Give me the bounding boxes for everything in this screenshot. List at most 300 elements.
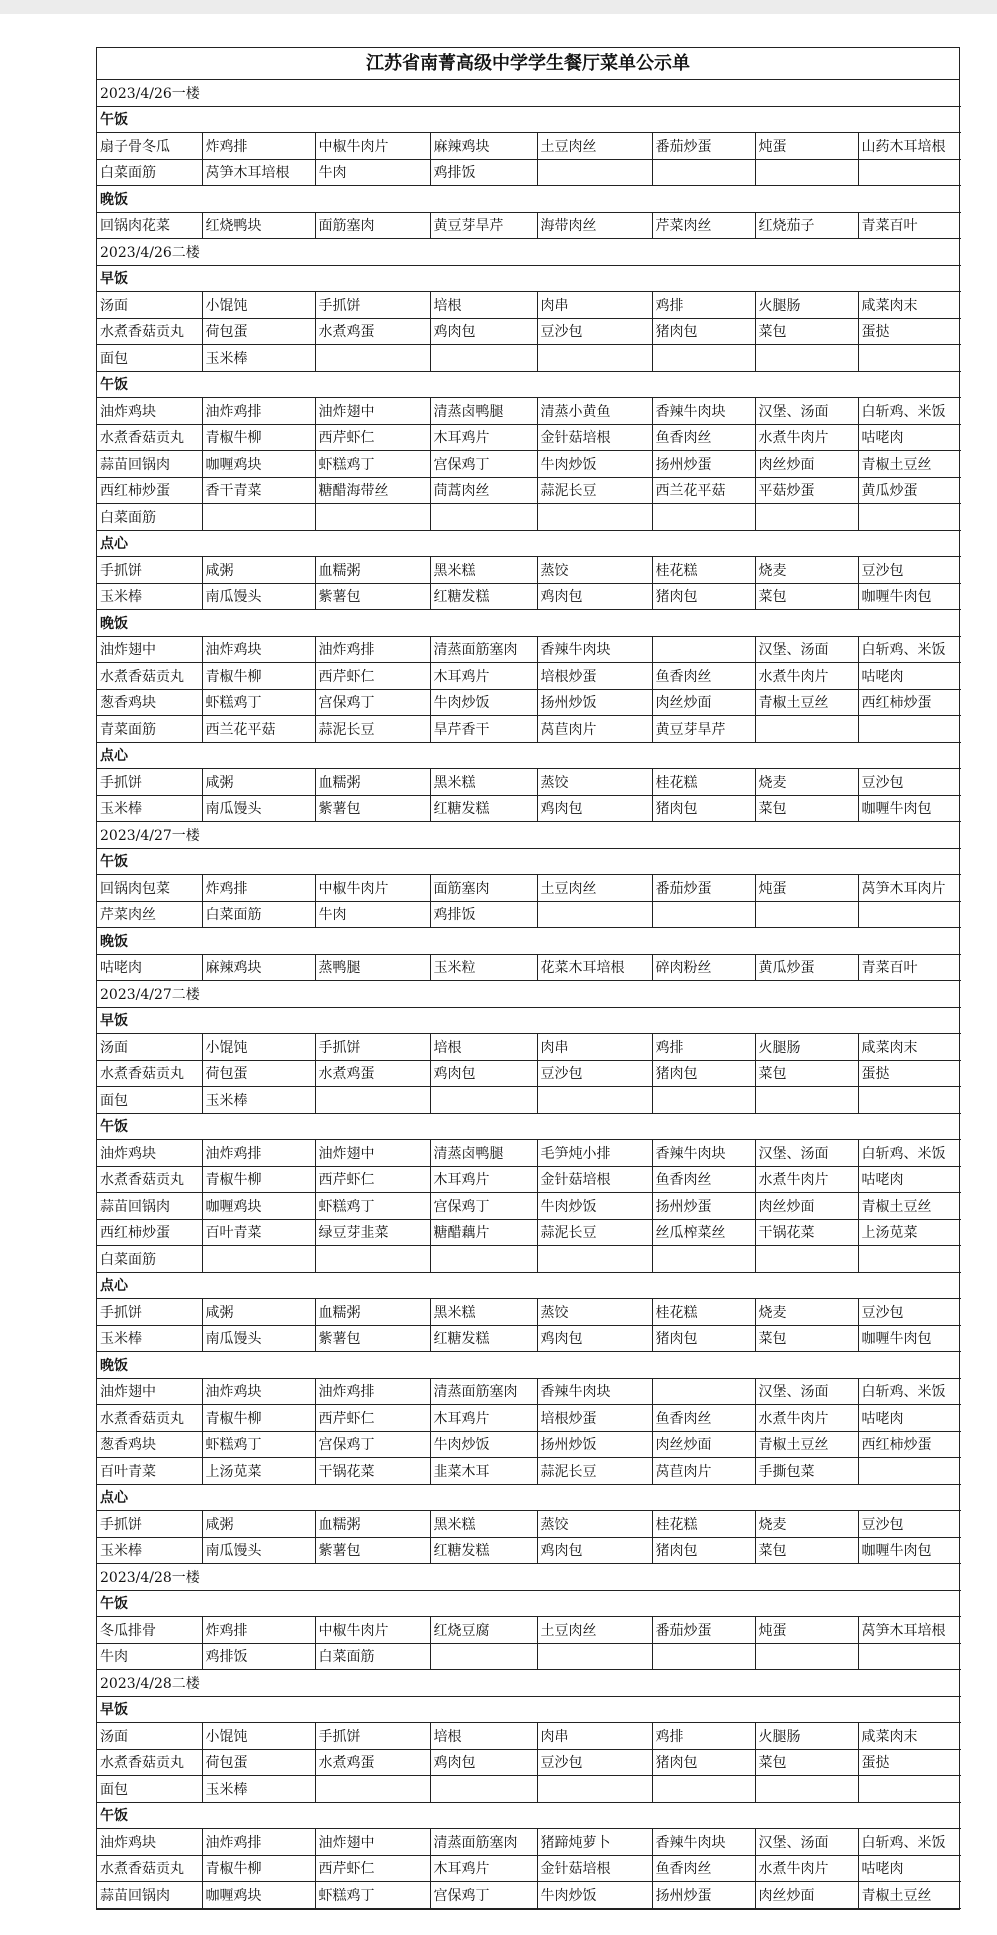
dish-cell: 水煮牛肉片 [755, 424, 858, 451]
dish-cell: 回锅肉包菜 [97, 875, 202, 902]
dish-cell: 咕咾肉 [858, 424, 961, 451]
date-label: 2023/4/26二楼 [97, 239, 961, 266]
dish-cell: 桂花糕 [652, 557, 755, 584]
dish-cell: 蒜苗回锅肉 [97, 451, 202, 478]
dish-cell: 咸菜肉末 [858, 292, 961, 319]
dish-cell: 鱼香肉丝 [652, 1405, 755, 1432]
dish-cell [755, 1087, 858, 1114]
dish-cell [315, 345, 430, 372]
dish-cell: 水煮牛肉片 [755, 1405, 858, 1432]
dish-cell: 油炸鸡块 [97, 1829, 202, 1856]
dish-cell: 土豆肉丝 [537, 133, 652, 160]
dish-cell: 红糖发糕 [430, 1537, 537, 1564]
dish-cell: 菜包 [755, 795, 858, 822]
dish-cell: 小馄饨 [202, 292, 315, 319]
date-section-row [97, 1564, 961, 1591]
dish-cell: 茼蒿肉丝 [430, 477, 537, 504]
table-row [97, 424, 961, 451]
table-row [97, 1458, 961, 1485]
dish-cell: 水煮牛肉片 [755, 1855, 858, 1882]
dish-cell: 黄豆芽旱芹 [652, 716, 755, 743]
dish-cell: 牛肉 [97, 1643, 202, 1670]
dish-cell: 烧麦 [755, 769, 858, 796]
table-row [97, 1723, 961, 1750]
dish-cell: 手抓饼 [315, 1034, 430, 1061]
dish-cell [430, 1643, 537, 1670]
dish-cell [755, 159, 858, 186]
meal-header-row [97, 106, 961, 133]
dish-cell: 糖醋海带丝 [315, 477, 430, 504]
meal-header-row [97, 1113, 961, 1140]
dish-cell: 白斩鸡、米饭 [858, 1378, 961, 1405]
dish-cell: 南瓜馒头 [202, 583, 315, 610]
dish-cell: 玉米棒 [202, 1776, 315, 1803]
dish-cell: 牛肉 [315, 159, 430, 186]
dish-cell: 红烧茄子 [755, 212, 858, 239]
meal-header-row [97, 265, 961, 292]
dish-cell: 韭菜木耳 [430, 1458, 537, 1485]
dish-cell: 玉米棒 [202, 1087, 315, 1114]
dish-cell: 牛肉炒饭 [537, 1193, 652, 1220]
dish-cell: 咕咾肉 [858, 663, 961, 690]
dish-cell: 莴笋木耳培根 [858, 1617, 961, 1644]
table-row [97, 318, 961, 345]
dish-cell: 西红柿炒蛋 [858, 689, 961, 716]
dish-cell: 培根炒蛋 [537, 1405, 652, 1432]
dish-cell: 水煮鸡蛋 [315, 1749, 430, 1776]
meal-label: 点心 [97, 1272, 961, 1299]
dish-cell [652, 1378, 755, 1405]
meal-label: 早饭 [97, 1007, 961, 1034]
dish-cell: 水煮香菇贡丸 [97, 424, 202, 451]
dish-cell: 干锅花菜 [755, 1219, 858, 1246]
dish-cell: 水煮鸡蛋 [315, 318, 430, 345]
dish-cell: 蒸鸭腿 [315, 954, 430, 981]
table-row [97, 1140, 961, 1167]
dish-cell: 油炸翅中 [315, 398, 430, 425]
dish-cell: 菜包 [755, 1325, 858, 1352]
dish-cell: 荷包蛋 [202, 1749, 315, 1776]
dish-cell: 鱼香肉丝 [652, 424, 755, 451]
dish-cell [315, 504, 430, 531]
dish-cell: 青菜面筋 [97, 716, 202, 743]
dish-cell: 木耳鸡片 [430, 1166, 537, 1193]
dish-cell: 葱香鸡块 [97, 689, 202, 716]
dish-cell: 炖蛋 [755, 1617, 858, 1644]
meal-header-row [97, 1590, 961, 1617]
dish-cell [858, 1643, 961, 1670]
table-row [97, 345, 961, 372]
dish-cell: 土豆肉丝 [537, 875, 652, 902]
meal-header-row [97, 742, 961, 769]
dish-cell: 红糖发糕 [430, 1325, 537, 1352]
dish-cell: 咖喱牛肉包 [858, 795, 961, 822]
dish-cell: 豆沙包 [858, 557, 961, 584]
dish-cell: 培根 [430, 292, 537, 319]
dish-cell: 油炸鸡排 [202, 1829, 315, 1856]
dish-cell: 干锅花菜 [315, 1458, 430, 1485]
dish-cell: 莴笋木耳培根 [202, 159, 315, 186]
dish-cell: 南瓜馒头 [202, 1537, 315, 1564]
dish-cell: 肉丝炒面 [755, 1882, 858, 1909]
dish-cell: 清蒸卤鸭腿 [430, 398, 537, 425]
dish-cell: 面筋塞肉 [315, 212, 430, 239]
dish-cell: 水煮香菇贡丸 [97, 663, 202, 690]
dish-cell: 鸡排饭 [430, 159, 537, 186]
dish-cell: 麻辣鸡块 [430, 133, 537, 160]
dish-cell [315, 1087, 430, 1114]
dish-cell: 水煮香菇贡丸 [97, 1405, 202, 1432]
dish-cell: 咸粥 [202, 1511, 315, 1538]
dish-cell: 油炸鸡排 [202, 1140, 315, 1167]
dish-cell [430, 345, 537, 372]
dish-cell: 咕咾肉 [858, 1166, 961, 1193]
table-row [97, 901, 961, 928]
dish-cell: 火腿肠 [755, 1034, 858, 1061]
dish-cell [652, 1087, 755, 1114]
dish-cell [755, 1643, 858, 1670]
dish-cell [652, 1776, 755, 1803]
dish-cell: 香辣牛肉块 [652, 398, 755, 425]
menu-sheet [96, 47, 960, 1910]
dish-cell [537, 1087, 652, 1114]
dish-cell: 宫保鸡丁 [430, 1882, 537, 1909]
dish-cell: 清蒸面筋塞肉 [430, 1829, 537, 1856]
dish-cell: 手抓饼 [315, 292, 430, 319]
dish-cell: 宫保鸡丁 [430, 451, 537, 478]
dish-cell: 青菜百叶 [858, 954, 961, 981]
dish-cell: 油炸鸡块 [202, 1378, 315, 1405]
dish-cell: 猪肉包 [652, 583, 755, 610]
dish-cell [652, 901, 755, 928]
dish-cell: 汤面 [97, 1723, 202, 1750]
dish-cell: 鸡肉包 [430, 1060, 537, 1087]
dish-cell: 水煮香菇贡丸 [97, 1855, 202, 1882]
meal-label: 早饭 [97, 265, 961, 292]
dish-cell: 荷包蛋 [202, 1060, 315, 1087]
dish-cell: 清蒸面筋塞肉 [430, 1378, 537, 1405]
dish-cell: 培根炒蛋 [537, 663, 652, 690]
dish-cell: 香辣牛肉块 [652, 1829, 755, 1856]
dish-cell: 蒸饺 [537, 1511, 652, 1538]
dish-cell: 小馄饨 [202, 1034, 315, 1061]
meal-header-row [97, 371, 961, 398]
dish-cell: 清蒸卤鸭腿 [430, 1140, 537, 1167]
dish-cell: 金针菇培根 [537, 424, 652, 451]
dish-cell [430, 1246, 537, 1273]
dish-cell: 平菇炒蛋 [755, 477, 858, 504]
dish-cell: 牛肉炒饭 [537, 451, 652, 478]
dish-cell: 肉串 [537, 1034, 652, 1061]
dish-cell: 上汤苋菜 [202, 1458, 315, 1485]
dish-cell: 肉串 [537, 1723, 652, 1750]
table-row [97, 875, 961, 902]
dish-cell: 鱼香肉丝 [652, 1166, 755, 1193]
dish-cell: 咸粥 [202, 557, 315, 584]
date-section-row [97, 80, 961, 106]
table-row [97, 504, 961, 531]
dish-cell: 血糯粥 [315, 557, 430, 584]
dish-cell: 葱香鸡块 [97, 1431, 202, 1458]
dish-cell [537, 1643, 652, 1670]
dish-cell: 豆沙包 [537, 318, 652, 345]
dish-cell: 肉丝炒面 [755, 451, 858, 478]
table-row [97, 1882, 961, 1909]
dish-cell [858, 1458, 961, 1485]
date-label: 2023/4/27一楼 [97, 822, 961, 849]
dish-cell: 猪肉包 [652, 1060, 755, 1087]
dish-cell: 紫薯包 [315, 1537, 430, 1564]
dish-cell: 炸鸡排 [202, 133, 315, 160]
dish-cell: 面包 [97, 345, 202, 372]
meal-header-row [97, 928, 961, 955]
meal-header-row [97, 610, 961, 637]
dish-cell: 白菜面筋 [97, 159, 202, 186]
dish-cell: 紫薯包 [315, 1325, 430, 1352]
dish-cell: 汉堡、汤面 [755, 1140, 858, 1167]
dish-cell: 培根 [430, 1034, 537, 1061]
dish-cell: 丝瓜榨菜丝 [652, 1219, 755, 1246]
dish-cell: 炖蛋 [755, 133, 858, 160]
dish-cell [755, 345, 858, 372]
dish-cell: 青椒牛柳 [202, 424, 315, 451]
dish-cell: 西芹虾仁 [315, 1405, 430, 1432]
dish-cell: 南瓜馒头 [202, 795, 315, 822]
dish-cell: 鸡肉包 [537, 1537, 652, 1564]
meal-label: 午饭 [97, 1802, 961, 1829]
dish-cell [537, 1776, 652, 1803]
dish-cell: 宫保鸡丁 [430, 1193, 537, 1220]
table-row [97, 1299, 961, 1326]
dish-cell: 扬州炒蛋 [652, 1882, 755, 1909]
dish-cell: 肉丝炒面 [755, 1193, 858, 1220]
meal-label: 午饭 [97, 106, 961, 133]
table-row [97, 159, 961, 186]
dish-cell: 牛肉 [315, 901, 430, 928]
dish-cell: 虾糕鸡丁 [202, 689, 315, 716]
dish-cell: 猪肉包 [652, 1537, 755, 1564]
dish-cell: 牛肉炒饭 [430, 1431, 537, 1458]
date-section-row [97, 822, 961, 849]
dish-cell: 香辣牛肉块 [537, 1378, 652, 1405]
meal-header-row [97, 530, 961, 557]
dish-cell: 玉米棒 [97, 583, 202, 610]
date-label: 2023/4/28一楼 [97, 1564, 961, 1591]
dish-cell: 宫保鸡丁 [315, 689, 430, 716]
dish-cell: 鸡肉包 [430, 1749, 537, 1776]
dish-cell [315, 1776, 430, 1803]
dish-cell: 玉米粒 [430, 954, 537, 981]
dish-cell: 西芹虾仁 [315, 1166, 430, 1193]
dish-cell: 咸粥 [202, 769, 315, 796]
table-row [97, 663, 961, 690]
dish-cell: 菜包 [755, 1537, 858, 1564]
dish-cell: 蒸饺 [537, 769, 652, 796]
dish-cell: 白菜面筋 [97, 504, 202, 531]
dish-cell: 青椒牛柳 [202, 1405, 315, 1432]
table-row [97, 769, 961, 796]
dish-cell: 豆沙包 [537, 1060, 652, 1087]
table-row [97, 1749, 961, 1776]
dish-cell: 红糖发糕 [430, 795, 537, 822]
dish-cell: 桂花糕 [652, 1299, 755, 1326]
table-row [97, 1087, 961, 1114]
dish-cell: 手抓饼 [97, 557, 202, 584]
table-row [97, 1617, 961, 1644]
dish-cell: 咕咾肉 [858, 1405, 961, 1432]
dish-cell [858, 1087, 961, 1114]
dish-cell: 咖喱牛肉包 [858, 1325, 961, 1352]
dish-cell: 百叶青菜 [97, 1458, 202, 1485]
dish-cell: 清蒸小黄鱼 [537, 398, 652, 425]
dish-cell: 中椒牛肉片 [315, 1617, 430, 1644]
dish-cell: 木耳鸡片 [430, 663, 537, 690]
dish-cell: 扬州炒饭 [537, 1431, 652, 1458]
page-title: 江苏省南菁高级中学学生餐厅菜单公示单 [97, 48, 959, 80]
dish-cell: 水煮香菇贡丸 [97, 1166, 202, 1193]
dish-cell: 牛肉炒饭 [430, 689, 537, 716]
dish-cell: 猪肉包 [652, 795, 755, 822]
dish-cell [537, 504, 652, 531]
dish-cell: 香辣牛肉块 [652, 1140, 755, 1167]
dish-cell: 黑米糕 [430, 1511, 537, 1538]
dish-cell: 面筋塞肉 [430, 875, 537, 902]
dish-cell: 白斩鸡、米饭 [858, 1140, 961, 1167]
dish-cell: 南瓜馒头 [202, 1325, 315, 1352]
dish-cell: 扬州炒蛋 [652, 1193, 755, 1220]
dish-cell: 鸡肉包 [430, 318, 537, 345]
dish-cell: 咖喱牛肉包 [858, 1537, 961, 1564]
dish-cell: 汉堡、汤面 [755, 636, 858, 663]
dish-cell: 手抓饼 [97, 769, 202, 796]
dish-cell [755, 1246, 858, 1273]
dish-cell [315, 1246, 430, 1273]
dish-cell: 汤面 [97, 1034, 202, 1061]
dish-cell: 水煮香菇贡丸 [97, 1749, 202, 1776]
dish-cell [202, 1246, 315, 1273]
date-section-row [97, 981, 961, 1008]
meal-label: 午饭 [97, 371, 961, 398]
dish-cell: 海带肉丝 [537, 212, 652, 239]
dish-cell: 豆沙包 [537, 1749, 652, 1776]
dish-cell: 咖喱鸡块 [202, 451, 315, 478]
dish-cell: 红烧豆腐 [430, 1617, 537, 1644]
dish-cell [858, 345, 961, 372]
dish-cell: 咕咾肉 [97, 954, 202, 981]
meal-label: 早饭 [97, 1696, 961, 1723]
dish-cell: 血糯粥 [315, 769, 430, 796]
dish-cell: 鸡排饭 [202, 1643, 315, 1670]
table-row [97, 1511, 961, 1538]
dish-cell: 汉堡、汤面 [755, 1829, 858, 1856]
table-row [97, 557, 961, 584]
table-row [97, 1219, 961, 1246]
dish-cell: 白斩鸡、米饭 [858, 398, 961, 425]
dish-cell: 金针菇培根 [537, 1855, 652, 1882]
table-row [97, 292, 961, 319]
dish-cell: 番茄炒蛋 [652, 875, 755, 902]
dish-cell [858, 504, 961, 531]
dish-cell: 豆沙包 [858, 1299, 961, 1326]
dish-cell: 玉米棒 [97, 795, 202, 822]
dish-cell: 黑米糕 [430, 557, 537, 584]
table-row [97, 1405, 961, 1432]
dish-cell: 咖喱牛肉包 [858, 583, 961, 610]
dish-cell: 百叶青菜 [202, 1219, 315, 1246]
dish-cell [652, 159, 755, 186]
dish-cell: 炸鸡排 [202, 875, 315, 902]
dish-cell: 培根 [430, 1723, 537, 1750]
dish-cell: 芹菜肉丝 [652, 212, 755, 239]
dish-cell: 水煮香菇贡丸 [97, 318, 202, 345]
dish-cell: 蒸饺 [537, 557, 652, 584]
dish-cell: 油炸鸡排 [202, 398, 315, 425]
table-row [97, 1378, 961, 1405]
meal-header-row [97, 1272, 961, 1299]
dish-cell: 水煮香菇贡丸 [97, 1060, 202, 1087]
dish-cell: 咸菜肉末 [858, 1723, 961, 1750]
dish-cell: 绿豆芽韭菜 [315, 1219, 430, 1246]
meal-header-row [97, 186, 961, 213]
dish-cell: 西兰花平菇 [202, 716, 315, 743]
dish-cell: 肉丝炒面 [652, 1431, 755, 1458]
dish-cell: 番茄炒蛋 [652, 133, 755, 160]
dish-cell: 虾糕鸡丁 [315, 451, 430, 478]
dish-cell [652, 345, 755, 372]
dish-cell: 火腿肠 [755, 292, 858, 319]
dish-cell: 香辣牛肉块 [537, 636, 652, 663]
meal-header-row [97, 848, 961, 875]
dish-cell: 咖喱鸡块 [202, 1882, 315, 1909]
dish-cell: 碎肉粉丝 [652, 954, 755, 981]
table-row [97, 1855, 961, 1882]
meal-label: 午饭 [97, 1113, 961, 1140]
dish-cell: 油炸翅中 [315, 1829, 430, 1856]
dish-cell: 青椒土豆丝 [858, 1882, 961, 1909]
dish-cell: 西芹虾仁 [315, 1855, 430, 1882]
dish-cell: 鸡排饭 [430, 901, 537, 928]
dish-cell: 菜包 [755, 318, 858, 345]
dish-cell: 西芹虾仁 [315, 663, 430, 690]
meal-header-row [97, 1802, 961, 1829]
table-row [97, 1643, 961, 1670]
dish-cell: 金针菇培根 [537, 1166, 652, 1193]
dish-cell: 豆沙包 [858, 769, 961, 796]
menu-table [97, 80, 961, 1909]
menu-table-body [97, 80, 961, 1908]
dish-cell: 蒜泥长豆 [537, 1219, 652, 1246]
table-row [97, 398, 961, 425]
dish-cell: 花菜木耳培根 [537, 954, 652, 981]
dish-cell: 水煮牛肉片 [755, 1166, 858, 1193]
dish-cell: 肉丝炒面 [652, 689, 755, 716]
dish-cell: 宫保鸡丁 [315, 1431, 430, 1458]
dish-cell [858, 716, 961, 743]
dish-cell: 中椒牛肉片 [315, 133, 430, 160]
meal-label: 午饭 [97, 848, 961, 875]
dish-cell: 油炸鸡排 [315, 636, 430, 663]
dish-cell: 鸡肉包 [537, 1325, 652, 1352]
dish-cell: 紫薯包 [315, 795, 430, 822]
dish-cell: 扬州炒蛋 [652, 451, 755, 478]
dish-cell: 血糯粥 [315, 1511, 430, 1538]
dish-cell: 玉米棒 [202, 345, 315, 372]
dish-cell: 蒜泥长豆 [537, 1458, 652, 1485]
table-row [97, 795, 961, 822]
dish-cell: 青椒牛柳 [202, 1855, 315, 1882]
dish-cell: 鱼香肉丝 [652, 1855, 755, 1882]
dish-cell: 白斩鸡、米饭 [858, 1829, 961, 1856]
